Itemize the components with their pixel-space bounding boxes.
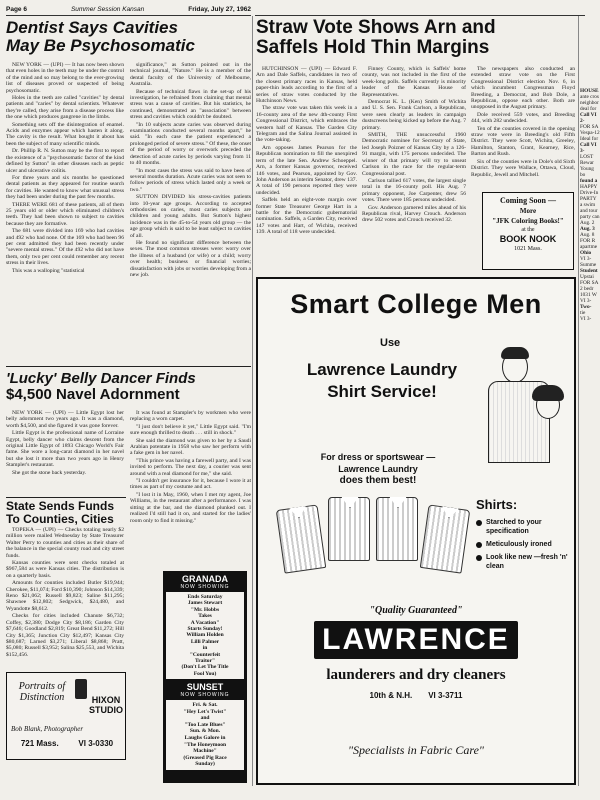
listing-line: "Too Late Blues"	[184, 721, 226, 728]
sunset-listing	[166, 700, 244, 770]
portraits-line2: Distinction	[19, 692, 65, 703]
strip-line: a swim	[580, 202, 596, 208]
paragraph: TOPEKA — (UPI) — Checks totaling nearly $2 million were mailed Wednesday by State Treasurer Walter Perry to counties and cities as their share of the balance in the special county road and city street funds.	[6, 527, 124, 559]
shirt-3	[376, 497, 418, 561]
masthead	[6, 3, 251, 16]
granada-now-showing: NOW SHOWING	[180, 584, 230, 590]
strip-rule	[578, 16, 579, 786]
listing-line: Fool You)	[193, 670, 217, 677]
listing-line: (Greased Pig Race	[183, 754, 227, 761]
bullet-icon	[476, 542, 482, 548]
listing-line: Sun. & Mon.	[189, 728, 221, 735]
strip-line: Call VI 2-	[580, 112, 597, 124]
shirts-features	[476, 497, 570, 575]
feature-row	[476, 540, 570, 549]
strip-line: tie	[580, 310, 586, 316]
vote-headline	[256, 18, 581, 58]
listing-line: and	[200, 715, 210, 722]
at-the: at the	[521, 227, 535, 233]
paragraph: "I lost it in May, 1960, when I met my agent, Joe Williams, in the restaurant after a performance. I was sitting at the bar, and the diamond plunked out. I realized I'd still had it on, and started for the ladies' room only to find it missing."	[130, 491, 251, 524]
strip-line: Aug. 2	[580, 220, 595, 226]
sunset-ad	[163, 679, 247, 783]
granada-listing	[166, 592, 244, 679]
masthead-right	[255, 3, 585, 16]
book-title: "JFK Coloring Books!"	[492, 217, 564, 225]
laundry-contact	[318, 691, 514, 700]
paragraph: The newspapers also conducted an extended straw vote on the First Congressional District election Nov. 6, in which incumbent Congressman Floyd Breeding, a Democrat, and Bob Dole, a Republican, oppose each other. Both are unopposed in the August primary.	[471, 66, 575, 111]
portraits-line1: Portraits of	[18, 681, 66, 692]
paragraph: HUTCHINSON — (UPI) — Edward F. Arn and Dale Saffels, candidates in two of the closest primary races in Kansas, held paper-thin leads according to the first of a series of straw votes conducted by the Hutchinson News.	[256, 66, 357, 105]
listing-line: Takes	[198, 613, 212, 620]
strip-line: HAPPY	[580, 184, 598, 190]
paragraph: Gov. Anderson garnered miles ahead of his Republican rival, Harvey Crouch. Anderson drew 502 votes and Crouch received 32.	[362, 204, 466, 224]
paragraph: It was found at Stampler's by workmen who were replacing a worn carpet.	[130, 410, 251, 423]
laundry-phone: VI 3-3711	[428, 691, 463, 700]
strip-line: found a	[580, 178, 598, 184]
belly-column-2	[130, 410, 251, 568]
ad-dress-line2: Lawrence Laundry	[338, 464, 418, 474]
studio-line2: STUDIO	[88, 705, 123, 715]
brand-tagline: launderers and dry cleaners	[326, 667, 506, 683]
couple-illustration	[468, 345, 568, 465]
paragraph: Holes in the teeth are called "cavities" by dental patients and "caries" by dental scientists. Whatever they're called, they arise from a disease process like the one which produces gangrene in the limbs.	[6, 95, 124, 121]
hixon-contact	[11, 739, 123, 748]
listing-line: "The Honeymoon	[183, 741, 226, 748]
camera-icon	[75, 679, 87, 699]
paragraph: Democrat K. L. (Ken) Smith of Wichita and U. S. Sen. Frank Carlson, a Republican, were seen clearly as leaders in campaign dustscreens being kicked up before the Aug. 7 primary.	[362, 99, 466, 131]
listing-line: Ends Saturday	[187, 594, 223, 600]
shirt-1	[276, 504, 326, 573]
strip-line: Rewar	[580, 160, 594, 166]
strip-line: 2 bedr	[580, 286, 594, 292]
strip-line: and tour	[580, 208, 598, 214]
paragraph: Because of technical flaws in the set-up of his investigation, he refrained from claiming that mental stress was a cause of cavities. But his statistics, he continued, demonstrated an "association" between stress and cavities which couldn't be doubted.	[130, 88, 251, 121]
granada-ad	[163, 571, 247, 681]
paragraph: This was a walloping "statistical	[12, 267, 85, 274]
funds-headline-line1: State Sends Funds	[6, 499, 115, 513]
book-nook-ad	[482, 192, 574, 270]
listing-line: Lilli Palmer	[190, 638, 220, 645]
paragraph: The 681 were divided into 169 who had cavities and 492 who had none. Of the 169 who had been 96 per cent admitted they had been recently under "severe mental stress." Of the 492 who did not have them, only two per cent could remember any recent stress in their lives.	[6, 228, 124, 267]
sunset-name: SUNSET	[186, 682, 224, 692]
paragraph: "In most cases the stress was said to have been of several months duration. Acute caries was not seen to follow periods of stress which lasted only a week or two."	[130, 167, 251, 193]
paragraph: Dole received 559 votes, and Breeding 444, with 282 undecided.	[471, 111, 575, 125]
listing-line: Machine"	[193, 748, 217, 755]
strip-line: Drive-In	[580, 190, 599, 196]
ad-headline: Smart College Men	[290, 289, 542, 319]
listing-line: Laughs Galore in	[184, 734, 226, 741]
paragraph: "This prince was having a farewell party, and I was invited to perform. The next day, a courier was sent around with a real diamond for me," she said.	[130, 457, 251, 477]
paragraph: Kansas counties were sent checks totaled at $967,584 as were Kansas cities. The distribution is on a quarterly basis.	[6, 560, 124, 579]
paragraph: He found no significant difference between the sexes. The most common stresses were: worry over the illness of a husband (or wife) or a child; worry over health; business or financial worries; dissatisfaction with jobs or worries developing from a new job.	[130, 239, 251, 278]
listing-line: Sunday)	[195, 761, 215, 768]
ad-dress-line1: For dress or sportswear —	[320, 452, 436, 462]
shirt-2	[328, 497, 370, 561]
granada-name: GRANADA	[182, 574, 228, 584]
feature-text: Look like new —fresh 'n' clean	[486, 554, 568, 570]
strip-line: 1031 W	[580, 292, 597, 298]
paragraph: Finney County, which is Saffels' home county, was not included in the first of the week-long polls. Saffels currently is minority leader of the Kansas House of Representatives.	[362, 66, 466, 98]
listing-line: (Don't Let The Title	[181, 664, 229, 671]
strip-line: Young bo	[580, 166, 594, 178]
listing-line: A Vacation"	[190, 619, 220, 626]
paragraph: The straw vote was taken this week in a 16-county area of the new 4th-county First Congressional District, which embraces the western half of Kansas. The Garden City Telegram and the Salina Journal assisted in the vote-taking.	[256, 105, 357, 144]
vote-column-3	[471, 66, 575, 188]
paragraph: SUTTON DIVIDED his stress-cavities patients into 10-year age groups. According to accepted orthodoxies on caries, most caries subjects are children and young adults. But Sutton's highest incidence was in the 45-to-54 years old group — the age group which is said to be least subject to cavities of all.	[130, 194, 251, 239]
cavities-headline-line1: Dentist Says Cavities	[6, 18, 178, 37]
photographer-name: Bob Blank, Photographer	[11, 725, 84, 733]
paragraph: Something sets off the disintegration of enamel. Acids and enzymes appear which hasten it along. The cavity is the result. What bought it about has been the subject of many scientific minds.	[6, 121, 124, 147]
strip-line: Ohio	[580, 250, 592, 256]
feature-row	[476, 518, 570, 536]
listing-line: Traitor"	[194, 658, 216, 665]
belly-headline-line2: $4,500 Navel Adornment	[6, 385, 180, 403]
shirts-illustration	[278, 493, 474, 593]
woman-hair	[532, 385, 564, 401]
cavities-headline-line2: May Be Psychosomatic	[6, 35, 195, 55]
listing-line: "Counterfeit	[189, 651, 221, 658]
paragraph: Amounts for counties included Butler $19,944; Cherokee, $11,074; Ford $10,390; Johnson $14,339; Reno $21,062; Russell $9,823; Saline $11,295; Shawnee $12,802; Sedgwick, $24,480, and Wyandotte $8,612.	[6, 580, 124, 612]
strip-line: LOST	[580, 154, 594, 160]
vote-headline-line1: Straw Vote Shows Arn and	[256, 17, 496, 38]
strip-line: Ideal for	[580, 136, 599, 142]
cavities-column-2	[130, 62, 251, 362]
ad-service-line2: Shirt Service!	[327, 382, 437, 401]
column-rule	[252, 16, 253, 786]
strip-line: VI 3-	[580, 256, 592, 262]
belly-column-1	[6, 410, 124, 496]
strip-line: Call VI 3-	[580, 142, 597, 154]
strip-line: Summe	[580, 262, 597, 268]
ad-service	[282, 359, 482, 403]
listing-line: "Hey Let's Twist"	[183, 708, 227, 715]
strip-line: Aug. 8	[580, 232, 595, 238]
strip-line: Vespa-12	[580, 130, 600, 136]
strip-line: neighbor	[580, 100, 599, 106]
listing-line: William Holden	[186, 632, 224, 639]
paper-name: Summer Session Kansan	[70, 5, 145, 13]
paragraph: SMITH, THE unsuccessful 1960 Democratic nominee for Secretary of State, led Joseph Poizner of Kansas City by a 126-91 margin, with 175 persons undecided. The winner of that primary will try to unseat Carlson in the race for the regular-term Congressional post.	[362, 132, 466, 177]
listing-line: Fri. & Sat.	[192, 702, 218, 708]
ad-use: Use	[380, 337, 401, 349]
strip-line: Upstai	[580, 274, 594, 280]
laundry-address: 10th & N.H.	[369, 691, 413, 700]
specialists-line: "Specialists in Fabric Care"	[348, 743, 484, 757]
funds-column	[6, 527, 124, 665]
funds-headline-line2: To Counties, Cities	[6, 511, 114, 526]
studio-name	[87, 695, 125, 715]
strip-line: Two-	[580, 304, 592, 310]
hixon-phone: VI 3-0330	[78, 739, 114, 748]
listing-line: Starts Sunday!	[187, 626, 223, 633]
bullet-icon	[476, 555, 482, 561]
paragraph: THERE WERE 681 of these patients, all of them 25 years old or older which eliminated children's teeth. They had been shown to subject to cavities because they are formative.	[6, 201, 124, 227]
listing-line: James Stewart	[187, 600, 223, 607]
brand-logo: LAWRENCE	[314, 621, 518, 659]
divider	[6, 497, 126, 498]
paragraph: She said the diamond was given to her by a Saudi Arabian potentate in 1958 who saw her perform with a fake gem in her navel.	[130, 437, 251, 457]
studio-line1: HIXON	[91, 695, 121, 705]
strip-line: party can	[580, 214, 600, 220]
paragraph: significance," as Sutton pointed out in the technical journal, "Nature." He is a member of the dental faculty of the University of Melbourne, Australia.	[130, 62, 251, 88]
cavities-headline	[6, 19, 251, 55]
listing-line: in	[202, 645, 208, 652]
strip-line: PARTY	[580, 196, 597, 202]
portraits-text	[11, 681, 73, 703]
store-name: BOOK NOOK	[499, 234, 557, 244]
vote-column-1	[256, 66, 357, 272]
paragraph: Ten of the counties covered in the opening straw vote were in Breeding's old Fifth District. They were Scott, Wichita, Greeley, Hamilton, Stanton, Grant, Kearney, Rice, Barton and Rush.	[471, 125, 575, 158]
strip-line: deal for	[580, 106, 597, 112]
man-hair	[501, 347, 529, 359]
shirts-title: Shirts:	[476, 497, 518, 512]
funds-headline	[6, 500, 130, 525]
ad-dress	[288, 451, 468, 487]
strip-line: Aug. 3	[580, 226, 595, 232]
hixon-studio-ad	[6, 672, 126, 760]
divider	[6, 366, 251, 367]
store-address: 1021 Mass.	[514, 246, 542, 252]
paragraph: Carlson tallied 617 votes, the largest single total in the 16-county poll. His Aug. 7 primary opponent, Joe Carpenter, drew 56 votes. There were 185 persons undecided.	[362, 177, 466, 204]
paragraph: "I just don't believe it yet," Little Egypt said. "I'm sure enough thrilled to death . . . still in shock."	[130, 423, 251, 437]
belly-headline-line1: 'Lucky' Belly Dancer Finds	[6, 370, 196, 387]
page-number: Page 6	[6, 5, 27, 13]
paragraph: Saffels held an eight-vote margin over former State Treasurer George Hart in a battle for the Democratic gubernatorial nomination. Saffels, a Garden City, received 147 votes and Hart, of Wichita, received 139. A total of 118 were undecided.	[256, 197, 357, 236]
classifieds-strip	[580, 88, 600, 468]
paragraph: She got the stone back yesterday.	[12, 469, 87, 476]
sunset-now-showing: NOW SHOWING	[180, 692, 230, 698]
coming-soon: Coming Soon —	[499, 196, 556, 205]
paragraph: Dr. Phillip R. N. Sutton may be the first to report the existence of a "psychosomatic factor of the kind defined by Sutton" in other diseases such as peptic ulcer and ulcerative colitis.	[6, 148, 124, 174]
laundry-ad	[256, 277, 576, 785]
paragraph: NEW YORK — (UPI) — It has now been shown that even holes in the teeth may be under the control of the mind and so may belong to the ever-growing list of diseases proved or suspected of being psychosomatic.	[6, 62, 124, 94]
strip-line: apartme	[580, 244, 598, 250]
listing-line: "Mr. Hobbs	[190, 606, 220, 613]
bullet-icon	[476, 520, 482, 526]
feature-text: Starched to your specification	[486, 519, 542, 535]
strip-line: HOUSE	[580, 88, 599, 94]
strip-line: VI 3-	[580, 298, 592, 304]
paragraph: Little Egypt is the professional name of Lorraine Egypt, belly dancer who claims descent from the original Little Egypt of 1893 Chicago World's Fair fame. She wore a long-carat diamond in her navel but she lost it more than two years ago in Henry Stampler's restaurant.	[6, 430, 124, 469]
strip-line: FOR R	[580, 238, 596, 244]
feature-text: Meticulously ironed	[486, 541, 552, 548]
strip-line: VI 3-	[580, 316, 592, 322]
belly-headline	[6, 371, 251, 403]
ad-service-line1: Lawrence Laundry	[306, 360, 458, 379]
vote-column-2	[362, 66, 466, 272]
hixon-address: 721 Mass.	[20, 739, 59, 748]
more-text: More	[519, 207, 537, 215]
paragraph: Six of the counties were in Dole's old Sixth District. They were Wallace, Ottawa, Cloud, Republic, Jewell and Mitchell.	[471, 158, 575, 178]
issue-date: Friday, July 27, 1962	[188, 5, 251, 13]
paragraph: NEW YORK — (UPI) — Little Egypt lost her belly adornment two years ago. It was a diamond, worth $4,500, and she figured it was gone forever.	[6, 410, 124, 429]
paragraph: "In 10 subjects acute caries was observed during examinations conducted several months apart," he said. "In each case the patient experienced a prolonged period of severe stress." Of these, the onset of the period of worry or overwork preceded the detection of acute caries by periods varying from 11 to 40 months.	[130, 121, 251, 167]
strip-line: ante cros	[580, 94, 599, 100]
ad-dress-line3: does them best!	[339, 475, 417, 486]
paragraph: "I couldn't get insurance for it, because I wore it at times as part of my costume and act.	[130, 478, 251, 491]
paragraph: Arn opposes James Pearson for the Republican nomination to fill the unexpired term of the late Sen. Andrew Schoeppel. Arn, a former Kansas governor, received 146 votes, and Pearson, appointed by Gov. John Anderson as interim Senator, drew 137. A total of 190 persons reported they were undecided.	[256, 144, 357, 196]
paragraph: For three years and six months he questioned dental patients as they appeared for routine search for cavities. He wanted to know what unusual stress they had been under during the past few months.	[6, 174, 124, 201]
strip-line: FOR SA	[580, 280, 599, 286]
strip-line: Student	[580, 268, 598, 274]
quality-guaranteed: "Quality Guaranteed"	[369, 605, 463, 616]
cavities-column-1	[6, 62, 124, 362]
vote-headline-line2: Saffels Hold Thin Margins	[256, 36, 490, 58]
shirt-4	[420, 504, 470, 573]
paragraph: Checks for cities included Chanute $6,732; Coffey, $2,380; Dodge City $8,186; Garden City $7,646; Goodland $2,819; Great Bend $11,272; Hill City $1,365; Junction City $12,497; Kansas City $80,687; Larned $3,271; Liberal $8,868; Pratt, $5,080; Russell $3,952; Salina $25,553, and Wichita $152,456.	[6, 613, 124, 658]
strip-line: FOR SA	[580, 124, 599, 130]
feature-row	[476, 553, 570, 571]
